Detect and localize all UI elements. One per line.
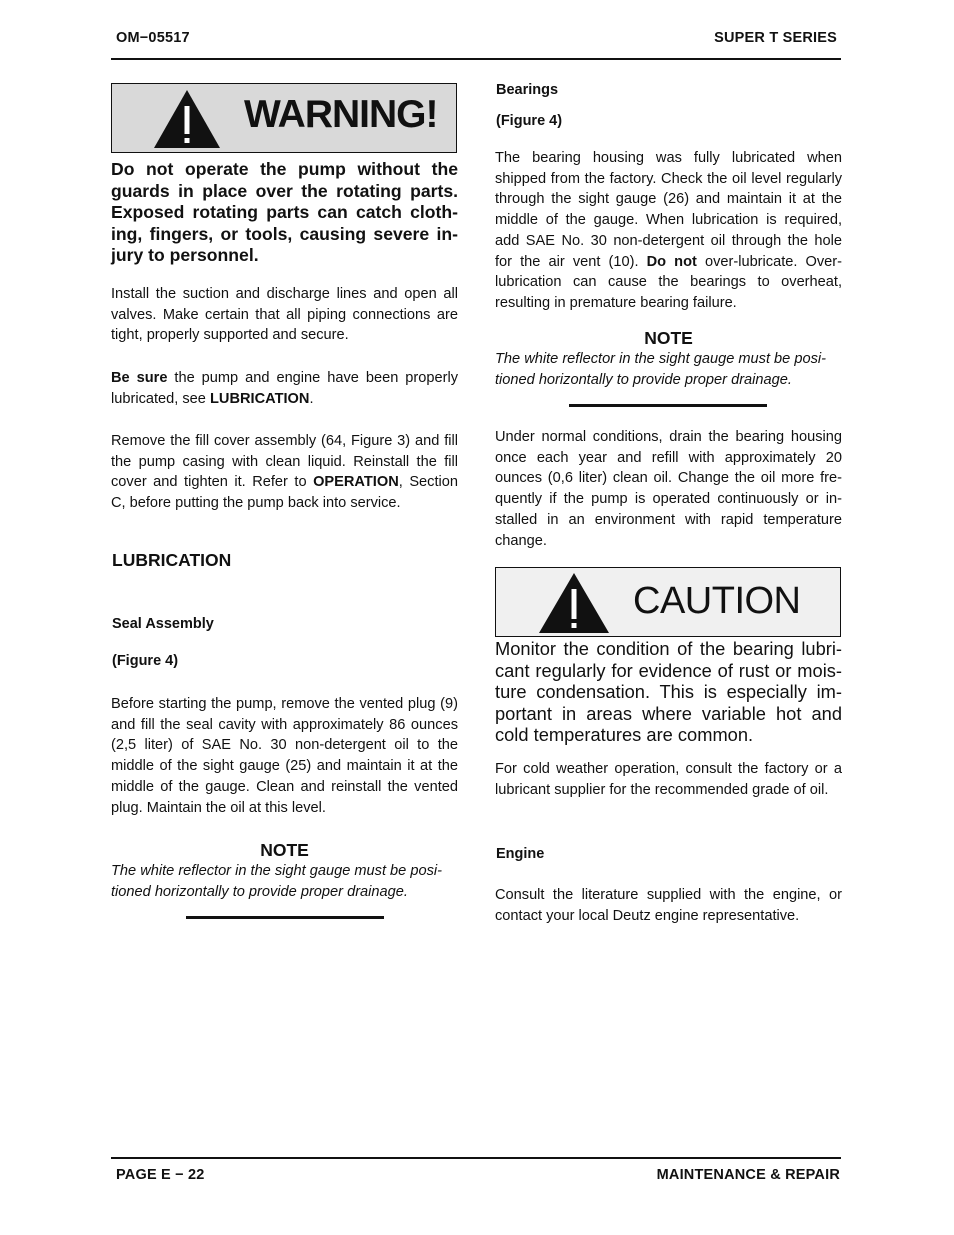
bearings-heading: Bearings <box>496 82 559 98</box>
warning-text: Do not operate the pump without the guards in place over the rotating parts. Exposed rotating parts can catch clothing, fingers, or tools, causing severe injury to personnel. <box>111 159 458 266</box>
warning-label: WARNING! <box>244 93 438 136</box>
bearings-figure-ref: (Figure 4) <box>496 113 563 129</box>
lubrication-ref: LUBRICATION <box>209 390 310 407</box>
bearings-body: The bearing housing was fully lubricated when shipped from the factory. Check the oil level regularly through the sight gauge (26) and maintain it at the middle of the gauge. When lubrication is required, add SAE No. 30 non-detergent oil through the hole for the air vent (10). <box>495 150 842 270</box>
footer-section-title: MAINTENANCE & REPAIR <box>656 1167 840 1183</box>
bearings-end: over-lubricate. Over-lubrication can cause the bearings to overheat, resulting in premature bearing failure. <box>495 253 843 311</box>
left-paragraph-2 <box>111 368 458 409</box>
note-end-bar <box>186 916 384 919</box>
fill-cover-end: , Section C, before putting the pump back into service. <box>111 474 458 512</box>
right-note <box>495 328 842 390</box>
be-sure-body: the pump and engine have been properly lubricated, see <box>111 370 458 407</box>
left-paragraph-3 <box>111 431 458 514</box>
note-end-bar <box>569 404 767 407</box>
operation-ref: OPERATION <box>313 474 399 491</box>
left-note <box>111 840 458 902</box>
seal-assembly-heading: Seal Assembly <box>112 616 214 632</box>
seal-text: Before starting the pump, remove the vented plug (9) and fill the seal cavity with approximately 86 ounces (2,5 liter) of SAE No. 30 non-detergent oil to the middle of the sight gauge (25) and maintain it at the middle of the gauge. Clean and reinstall the vented plug. Maintain the oil at this level. <box>111 696 458 816</box>
seal-figure-ref: (Figure 4) <box>112 653 179 669</box>
exclamation-triangle-icon <box>152 88 222 150</box>
note-text: The white reflector in the sight gauge must be positioned horizontally to provide proper drainage. <box>495 351 826 388</box>
do-not-bold: Do not <box>646 253 697 270</box>
drain-paragraph <box>495 427 842 551</box>
be-sure-text <box>111 368 458 409</box>
fill-cover-body: Remove the fill cover assembly (64, Figure 3) and fill the pump casing with clean liquid. Reinstall the fill cover and tighten it. Refer to <box>111 433 458 491</box>
warning-message <box>111 159 458 267</box>
seal-paragraph <box>111 694 458 818</box>
cold-weather-paragraph <box>495 759 842 800</box>
bearings-paragraph <box>495 148 842 314</box>
cold-weather-text: For cold weather operation, consult the factory or a lubricant supplier for the recommended grade of oil. <box>495 761 842 798</box>
exclamation-triangle-icon <box>537 571 611 635</box>
engine-text: Consult the literature supplied with the engine, or contact your local Deutz engine representative. <box>495 887 842 924</box>
header-rule <box>111 58 841 60</box>
note-title: NOTE <box>644 328 693 348</box>
note-text: The white reflector in the sight gauge must be positioned horizontally to provide proper drainage. <box>111 863 442 900</box>
be-sure-bold: Be sure <box>111 370 168 386</box>
caution-message <box>495 638 842 746</box>
footer-rule <box>111 1157 841 1159</box>
fill-cover-text <box>111 431 458 514</box>
caution-text: Monitor the condition of the bearing lubricant regularly for evidence of rust or moisture condensation. This is especially important in areas where variable hot and cold temperatures are common. <box>495 638 842 746</box>
left-paragraph-1 <box>111 284 458 346</box>
lubrication-heading: LUBRICATION <box>112 550 232 570</box>
bearings-text <box>495 148 842 314</box>
install-lines-text: Install the suction and discharge lines and open all valves. Make certain that all piping connections are tight, properly supported and secure. <box>111 286 458 344</box>
be-sure-end: . <box>309 390 314 407</box>
warning-box <box>111 83 457 153</box>
note-title: NOTE <box>260 840 309 860</box>
footer-page-number: PAGE E − 22 <box>116 1167 205 1183</box>
header-series-title: SUPER T SERIES <box>714 30 837 46</box>
header-doc-number: OM−05517 <box>116 30 190 46</box>
caution-box <box>495 567 841 637</box>
engine-heading: Engine <box>496 846 545 862</box>
drain-text: Under normal conditions, drain the bearing housing once each year and refill with approximately 20 ounces (0,6 liter) clean oil. Change the oil more frequently if the pump is operated continuously or installed in an environment with rapid temperature change. <box>495 429 842 549</box>
engine-paragraph <box>495 885 842 926</box>
caution-label: CAUTION <box>633 580 801 622</box>
